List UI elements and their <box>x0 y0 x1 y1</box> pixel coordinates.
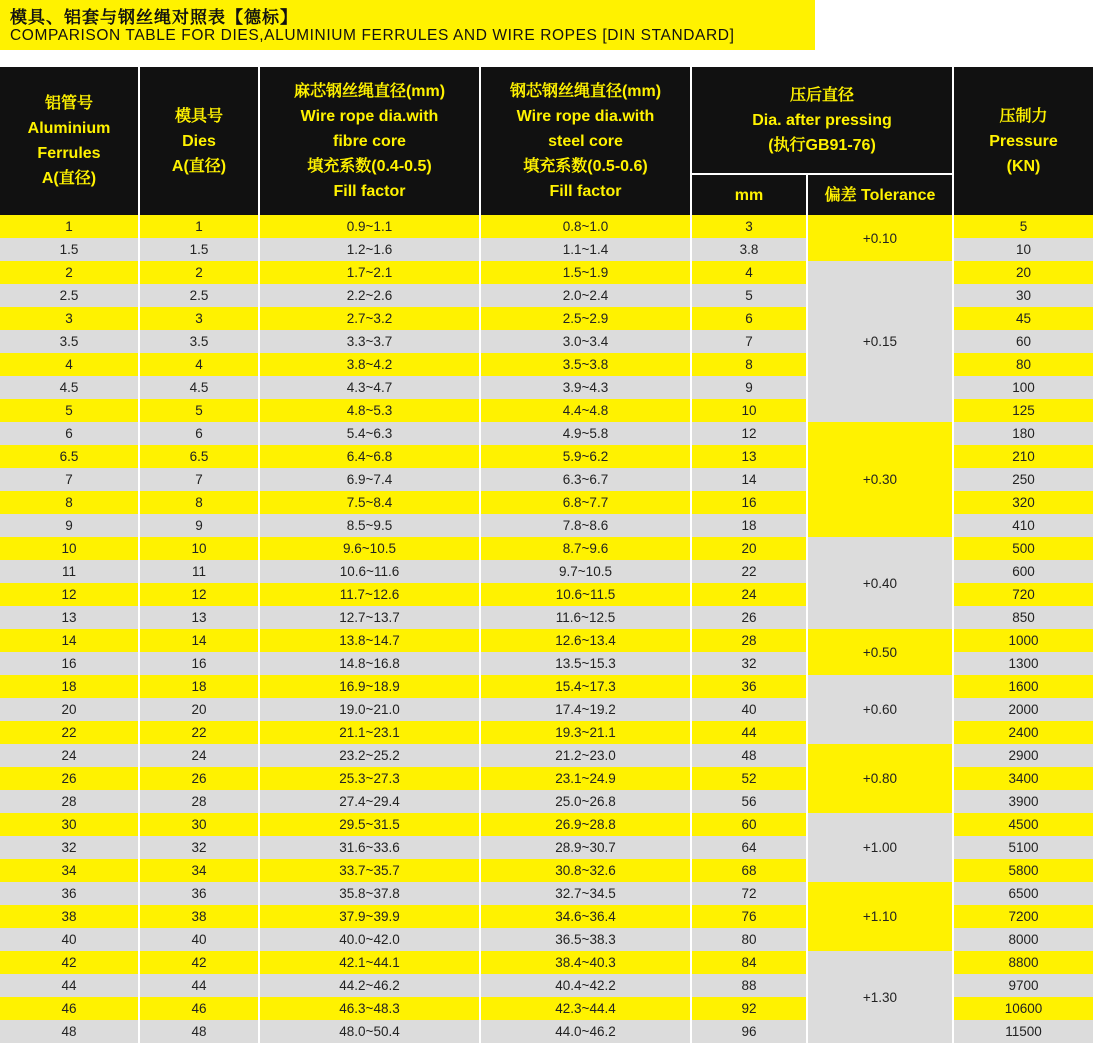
column-divider <box>806 215 808 1038</box>
cell-tolerance: +0.10 <box>808 215 952 261</box>
cell-after-mm: 60 <box>692 813 806 836</box>
cell-after-mm: 32 <box>692 652 806 675</box>
column-divider <box>690 215 692 1038</box>
cell-after-mm: 76 <box>692 905 806 928</box>
cell-ferrule: 38 <box>0 905 138 928</box>
header-tolerance <box>808 175 952 215</box>
cell-pressure: 410 <box>954 514 1093 537</box>
cell-tolerance: +0.15 <box>808 261 952 422</box>
header-ferrules <box>0 67 138 215</box>
cell-pressure: 210 <box>954 445 1093 468</box>
cell-fibre-core: 9.6~10.5 <box>260 537 479 560</box>
cell-die: 26 <box>140 767 258 790</box>
cell-after-mm: 13 <box>692 445 806 468</box>
cell-ferrule: 24 <box>0 744 138 767</box>
cell-steel-core: 15.4~17.3 <box>481 675 690 698</box>
cell-after-mm: 84 <box>692 951 806 974</box>
header-tolerance-label: 偏差 Tolerance <box>824 186 936 204</box>
cell-ferrule: 5 <box>0 399 138 422</box>
cell-steel-core: 21.2~23.0 <box>481 744 690 767</box>
cell-steel-core: 17.4~19.2 <box>481 698 690 721</box>
cell-fibre-core: 48.0~50.4 <box>260 1020 479 1043</box>
cell-pressure: 8000 <box>954 928 1093 951</box>
cell-ferrule: 40 <box>0 928 138 951</box>
header-after-pressing <box>692 67 952 173</box>
cell-die: 18 <box>140 675 258 698</box>
cell-pressure: 30 <box>954 284 1093 307</box>
cell-pressure: 320 <box>954 491 1093 514</box>
header-fibre-core-label: 麻芯钢丝绳直径(mm) Wire rope dia.with fibre core 填充系数(0.4-0.5) Fill factor <box>293 82 446 200</box>
cell-tolerance: +1.30 <box>808 951 952 1043</box>
cell-pressure: 100 <box>954 376 1093 399</box>
cell-fibre-core: 7.5~8.4 <box>260 491 479 514</box>
cell-die: 13 <box>140 606 258 629</box>
cell-fibre-core: 23.2~25.2 <box>260 744 479 767</box>
cell-ferrule: 3 <box>0 307 138 330</box>
cell-after-mm: 64 <box>692 836 806 859</box>
cell-pressure: 11500 <box>954 1020 1093 1043</box>
cell-die: 7 <box>140 468 258 491</box>
cell-pressure: 720 <box>954 583 1093 606</box>
cell-after-mm: 40 <box>692 698 806 721</box>
cell-ferrule: 6.5 <box>0 445 138 468</box>
cell-die: 4 <box>140 353 258 376</box>
cell-steel-core: 5.9~6.2 <box>481 445 690 468</box>
cell-die: 2.5 <box>140 284 258 307</box>
column-divider <box>138 215 140 1038</box>
cell-ferrule: 12 <box>0 583 138 606</box>
cell-pressure: 180 <box>954 422 1093 445</box>
cell-pressure: 60 <box>954 330 1093 353</box>
cell-fibre-core: 4.8~5.3 <box>260 399 479 422</box>
cell-pressure: 5800 <box>954 859 1093 882</box>
cell-steel-core: 19.3~21.1 <box>481 721 690 744</box>
cell-steel-core: 6.3~6.7 <box>481 468 690 491</box>
title-banner <box>0 0 815 50</box>
header-steel-core-label: 钢芯钢丝绳直径(mm) Wire rope dia.with steel core 填充系数(0.5-0.6) Fill factor <box>509 82 662 200</box>
cell-after-mm: 9 <box>692 376 806 399</box>
cell-die: 1.5 <box>140 238 258 261</box>
header-pressure <box>954 67 1093 215</box>
cell-ferrule: 28 <box>0 790 138 813</box>
cell-after-mm: 28 <box>692 629 806 652</box>
cell-pressure: 2400 <box>954 721 1093 744</box>
cell-steel-core: 26.9~28.8 <box>481 813 690 836</box>
cell-die: 30 <box>140 813 258 836</box>
cell-steel-core: 36.5~38.3 <box>481 928 690 951</box>
cell-steel-core: 3.0~3.4 <box>481 330 690 353</box>
header-after-pressing-label: 压后直径 Dia. after pressing (执行GB91-76) <box>752 86 892 154</box>
cell-die: 42 <box>140 951 258 974</box>
cell-pressure: 10 <box>954 238 1093 261</box>
cell-after-mm: 12 <box>692 422 806 445</box>
cell-ferrule: 4 <box>0 353 138 376</box>
cell-steel-core: 6.8~7.7 <box>481 491 690 514</box>
cell-die: 3 <box>140 307 258 330</box>
cell-die: 32 <box>140 836 258 859</box>
cell-pressure: 80 <box>954 353 1093 376</box>
cell-after-mm: 44 <box>692 721 806 744</box>
cell-after-mm: 3 <box>692 215 806 238</box>
cell-steel-core: 3.5~3.8 <box>481 353 690 376</box>
cell-steel-core: 28.9~30.7 <box>481 836 690 859</box>
cell-after-mm: 48 <box>692 744 806 767</box>
cell-after-mm: 52 <box>692 767 806 790</box>
cell-pressure: 10600 <box>954 997 1093 1020</box>
cell-steel-core: 44.0~46.2 <box>481 1020 690 1043</box>
cell-steel-core: 1.5~1.9 <box>481 261 690 284</box>
header-dies <box>140 67 258 215</box>
cell-tolerance: +1.00 <box>808 813 952 882</box>
cell-ferrule: 14 <box>0 629 138 652</box>
header-ferrules-label: 铝管号 Aluminium Ferrules A(直径) <box>27 95 111 187</box>
cell-tolerance: +0.30 <box>808 422 952 537</box>
cell-pressure: 6500 <box>954 882 1093 905</box>
cell-steel-core: 23.1~24.9 <box>481 767 690 790</box>
cell-fibre-core: 5.4~6.3 <box>260 422 479 445</box>
cell-steel-core: 30.8~32.6 <box>481 859 690 882</box>
column-divider <box>479 215 481 1038</box>
cell-fibre-core: 44.2~46.2 <box>260 974 479 997</box>
cell-after-mm: 56 <box>692 790 806 813</box>
column-divider <box>952 215 954 1038</box>
cell-steel-core: 42.3~44.4 <box>481 997 690 1020</box>
cell-fibre-core: 13.8~14.7 <box>260 629 479 652</box>
cell-ferrule: 16 <box>0 652 138 675</box>
cell-die: 38 <box>140 905 258 928</box>
cell-steel-core: 38.4~40.3 <box>481 951 690 974</box>
cell-fibre-core: 12.7~13.7 <box>260 606 479 629</box>
cell-ferrule: 34 <box>0 859 138 882</box>
cell-pressure: 3400 <box>954 767 1093 790</box>
cell-after-mm: 80 <box>692 928 806 951</box>
cell-pressure: 600 <box>954 560 1093 583</box>
cell-after-mm: 14 <box>692 468 806 491</box>
cell-ferrule: 2.5 <box>0 284 138 307</box>
cell-ferrule: 1 <box>0 215 138 238</box>
cell-steel-core: 12.6~13.4 <box>481 629 690 652</box>
cell-ferrule: 32 <box>0 836 138 859</box>
cell-fibre-core: 10.6~11.6 <box>260 560 479 583</box>
cell-after-mm: 5 <box>692 284 806 307</box>
cell-fibre-core: 0.9~1.1 <box>260 215 479 238</box>
page-title-chinese: 模具、铝套与钢丝绳对照表【德标】 <box>10 8 298 27</box>
cell-steel-core: 0.8~1.0 <box>481 215 690 238</box>
cell-die: 28 <box>140 790 258 813</box>
column-divider <box>258 215 260 1038</box>
cell-fibre-core: 6.9~7.4 <box>260 468 479 491</box>
cell-fibre-core: 25.3~27.3 <box>260 767 479 790</box>
cell-die: 10 <box>140 537 258 560</box>
cell-die: 1 <box>140 215 258 238</box>
cell-fibre-core: 2.2~2.6 <box>260 284 479 307</box>
cell-after-mm: 16 <box>692 491 806 514</box>
cell-ferrule: 10 <box>0 537 138 560</box>
cell-steel-core: 4.9~5.8 <box>481 422 690 445</box>
cell-pressure: 9700 <box>954 974 1093 997</box>
cell-steel-core: 9.7~10.5 <box>481 560 690 583</box>
cell-fibre-core: 37.9~39.9 <box>260 905 479 928</box>
cell-fibre-core: 1.2~1.6 <box>260 238 479 261</box>
cell-ferrule: 7 <box>0 468 138 491</box>
cell-die: 36 <box>140 882 258 905</box>
cell-fibre-core: 21.1~23.1 <box>260 721 479 744</box>
cell-fibre-core: 40.0~42.0 <box>260 928 479 951</box>
cell-ferrule: 36 <box>0 882 138 905</box>
cell-die: 44 <box>140 974 258 997</box>
cell-ferrule: 30 <box>0 813 138 836</box>
cell-ferrule: 8 <box>0 491 138 514</box>
cell-ferrule: 48 <box>0 1020 138 1043</box>
cell-fibre-core: 11.7~12.6 <box>260 583 479 606</box>
cell-fibre-core: 3.3~3.7 <box>260 330 479 353</box>
cell-ferrule: 20 <box>0 698 138 721</box>
cell-steel-core: 1.1~1.4 <box>481 238 690 261</box>
cell-die: 16 <box>140 652 258 675</box>
cell-after-mm: 36 <box>692 675 806 698</box>
cell-tolerance: +0.50 <box>808 629 952 675</box>
cell-after-mm: 72 <box>692 882 806 905</box>
cell-after-mm: 20 <box>692 537 806 560</box>
cell-pressure: 20 <box>954 261 1093 284</box>
cell-ferrule: 4.5 <box>0 376 138 399</box>
cell-steel-core: 8.7~9.6 <box>481 537 690 560</box>
cell-ferrule: 42 <box>0 951 138 974</box>
cell-ferrule: 44 <box>0 974 138 997</box>
cell-fibre-core: 16.9~18.9 <box>260 675 479 698</box>
cell-pressure: 3900 <box>954 790 1093 813</box>
cell-after-mm: 8 <box>692 353 806 376</box>
cell-pressure: 5 <box>954 215 1093 238</box>
cell-steel-core: 7.8~8.6 <box>481 514 690 537</box>
cell-after-mm: 92 <box>692 997 806 1020</box>
cell-after-mm: 96 <box>692 1020 806 1043</box>
cell-die: 24 <box>140 744 258 767</box>
cell-after-mm: 3.8 <box>692 238 806 261</box>
cell-tolerance: +0.60 <box>808 675 952 744</box>
cell-pressure: 125 <box>954 399 1093 422</box>
cell-steel-core: 2.5~2.9 <box>481 307 690 330</box>
cell-ferrule: 46 <box>0 997 138 1020</box>
cell-pressure: 5100 <box>954 836 1093 859</box>
page-title-english: COMPARISON TABLE FOR DIES,ALUMINIUM FERRULES AND WIRE ROPES [DIN STANDARD] <box>10 27 735 44</box>
cell-ferrule: 3.5 <box>0 330 138 353</box>
cell-fibre-core: 8.5~9.5 <box>260 514 479 537</box>
cell-fibre-core: 1.7~2.1 <box>260 261 479 284</box>
cell-fibre-core: 6.4~6.8 <box>260 445 479 468</box>
cell-fibre-core: 31.6~33.6 <box>260 836 479 859</box>
cell-die: 40 <box>140 928 258 951</box>
cell-fibre-core: 4.3~4.7 <box>260 376 479 399</box>
cell-after-mm: 68 <box>692 859 806 882</box>
cell-die: 12 <box>140 583 258 606</box>
cell-die: 48 <box>140 1020 258 1043</box>
cell-fibre-core: 46.3~48.3 <box>260 997 479 1020</box>
cell-fibre-core: 2.7~3.2 <box>260 307 479 330</box>
cell-pressure: 7200 <box>954 905 1093 928</box>
cell-die: 4.5 <box>140 376 258 399</box>
cell-ferrule: 9 <box>0 514 138 537</box>
cell-fibre-core: 29.5~31.5 <box>260 813 479 836</box>
cell-die: 6.5 <box>140 445 258 468</box>
cell-after-mm: 18 <box>692 514 806 537</box>
cell-tolerance: +1.10 <box>808 882 952 951</box>
cell-after-mm: 24 <box>692 583 806 606</box>
cell-after-mm: 10 <box>692 399 806 422</box>
cell-pressure: 8800 <box>954 951 1093 974</box>
cell-die: 2 <box>140 261 258 284</box>
header-steel-core <box>481 67 690 215</box>
cell-steel-core: 40.4~42.2 <box>481 974 690 997</box>
cell-pressure: 1600 <box>954 675 1093 698</box>
cell-die: 20 <box>140 698 258 721</box>
cell-fibre-core: 27.4~29.4 <box>260 790 479 813</box>
cell-ferrule: 6 <box>0 422 138 445</box>
cell-fibre-core: 35.8~37.8 <box>260 882 479 905</box>
cell-after-mm: 7 <box>692 330 806 353</box>
cell-die: 11 <box>140 560 258 583</box>
header-dies-label: 模具号 Dies A(直径) <box>171 107 227 175</box>
cell-die: 34 <box>140 859 258 882</box>
cell-die: 46 <box>140 997 258 1020</box>
cell-ferrule: 11 <box>0 560 138 583</box>
cell-steel-core: 4.4~4.8 <box>481 399 690 422</box>
cell-ferrule: 26 <box>0 767 138 790</box>
cell-pressure: 45 <box>954 307 1093 330</box>
cell-ferrule: 1.5 <box>0 238 138 261</box>
header-pressure-label: 压制力 Pressure (KN) <box>989 107 1058 175</box>
cell-fibre-core: 19.0~21.0 <box>260 698 479 721</box>
cell-die: 14 <box>140 629 258 652</box>
cell-tolerance: +0.40 <box>808 537 952 629</box>
cell-die: 6 <box>140 422 258 445</box>
cell-pressure: 1000 <box>954 629 1093 652</box>
cell-die: 8 <box>140 491 258 514</box>
header-mm-label: mm <box>734 186 764 204</box>
cell-die: 22 <box>140 721 258 744</box>
cell-die: 9 <box>140 514 258 537</box>
cell-steel-core: 13.5~15.3 <box>481 652 690 675</box>
cell-tolerance: +0.80 <box>808 744 952 813</box>
cell-pressure: 4500 <box>954 813 1093 836</box>
cell-pressure: 500 <box>954 537 1093 560</box>
header-fibre-core <box>260 67 479 215</box>
cell-ferrule: 2 <box>0 261 138 284</box>
cell-steel-core: 34.6~36.4 <box>481 905 690 928</box>
cell-steel-core: 25.0~26.8 <box>481 790 690 813</box>
cell-ferrule: 13 <box>0 606 138 629</box>
cell-ferrule: 22 <box>0 721 138 744</box>
cell-fibre-core: 42.1~44.1 <box>260 951 479 974</box>
cell-after-mm: 22 <box>692 560 806 583</box>
cell-after-mm: 26 <box>692 606 806 629</box>
cell-pressure: 2000 <box>954 698 1093 721</box>
cell-after-mm: 6 <box>692 307 806 330</box>
cell-pressure: 1300 <box>954 652 1093 675</box>
cell-fibre-core: 33.7~35.7 <box>260 859 479 882</box>
cell-steel-core: 11.6~12.5 <box>481 606 690 629</box>
cell-pressure: 250 <box>954 468 1093 491</box>
cell-ferrule: 18 <box>0 675 138 698</box>
cell-fibre-core: 14.8~16.8 <box>260 652 479 675</box>
cell-fibre-core: 3.8~4.2 <box>260 353 479 376</box>
cell-steel-core: 3.9~4.3 <box>481 376 690 399</box>
cell-after-mm: 4 <box>692 261 806 284</box>
cell-steel-core: 2.0~2.4 <box>481 284 690 307</box>
cell-pressure: 850 <box>954 606 1093 629</box>
cell-pressure: 2900 <box>954 744 1093 767</box>
cell-after-mm: 88 <box>692 974 806 997</box>
cell-steel-core: 32.7~34.5 <box>481 882 690 905</box>
table-header <box>0 67 1093 215</box>
cell-steel-core: 10.6~11.5 <box>481 583 690 606</box>
header-mm <box>692 175 806 215</box>
cell-die: 5 <box>140 399 258 422</box>
cell-die: 3.5 <box>140 330 258 353</box>
